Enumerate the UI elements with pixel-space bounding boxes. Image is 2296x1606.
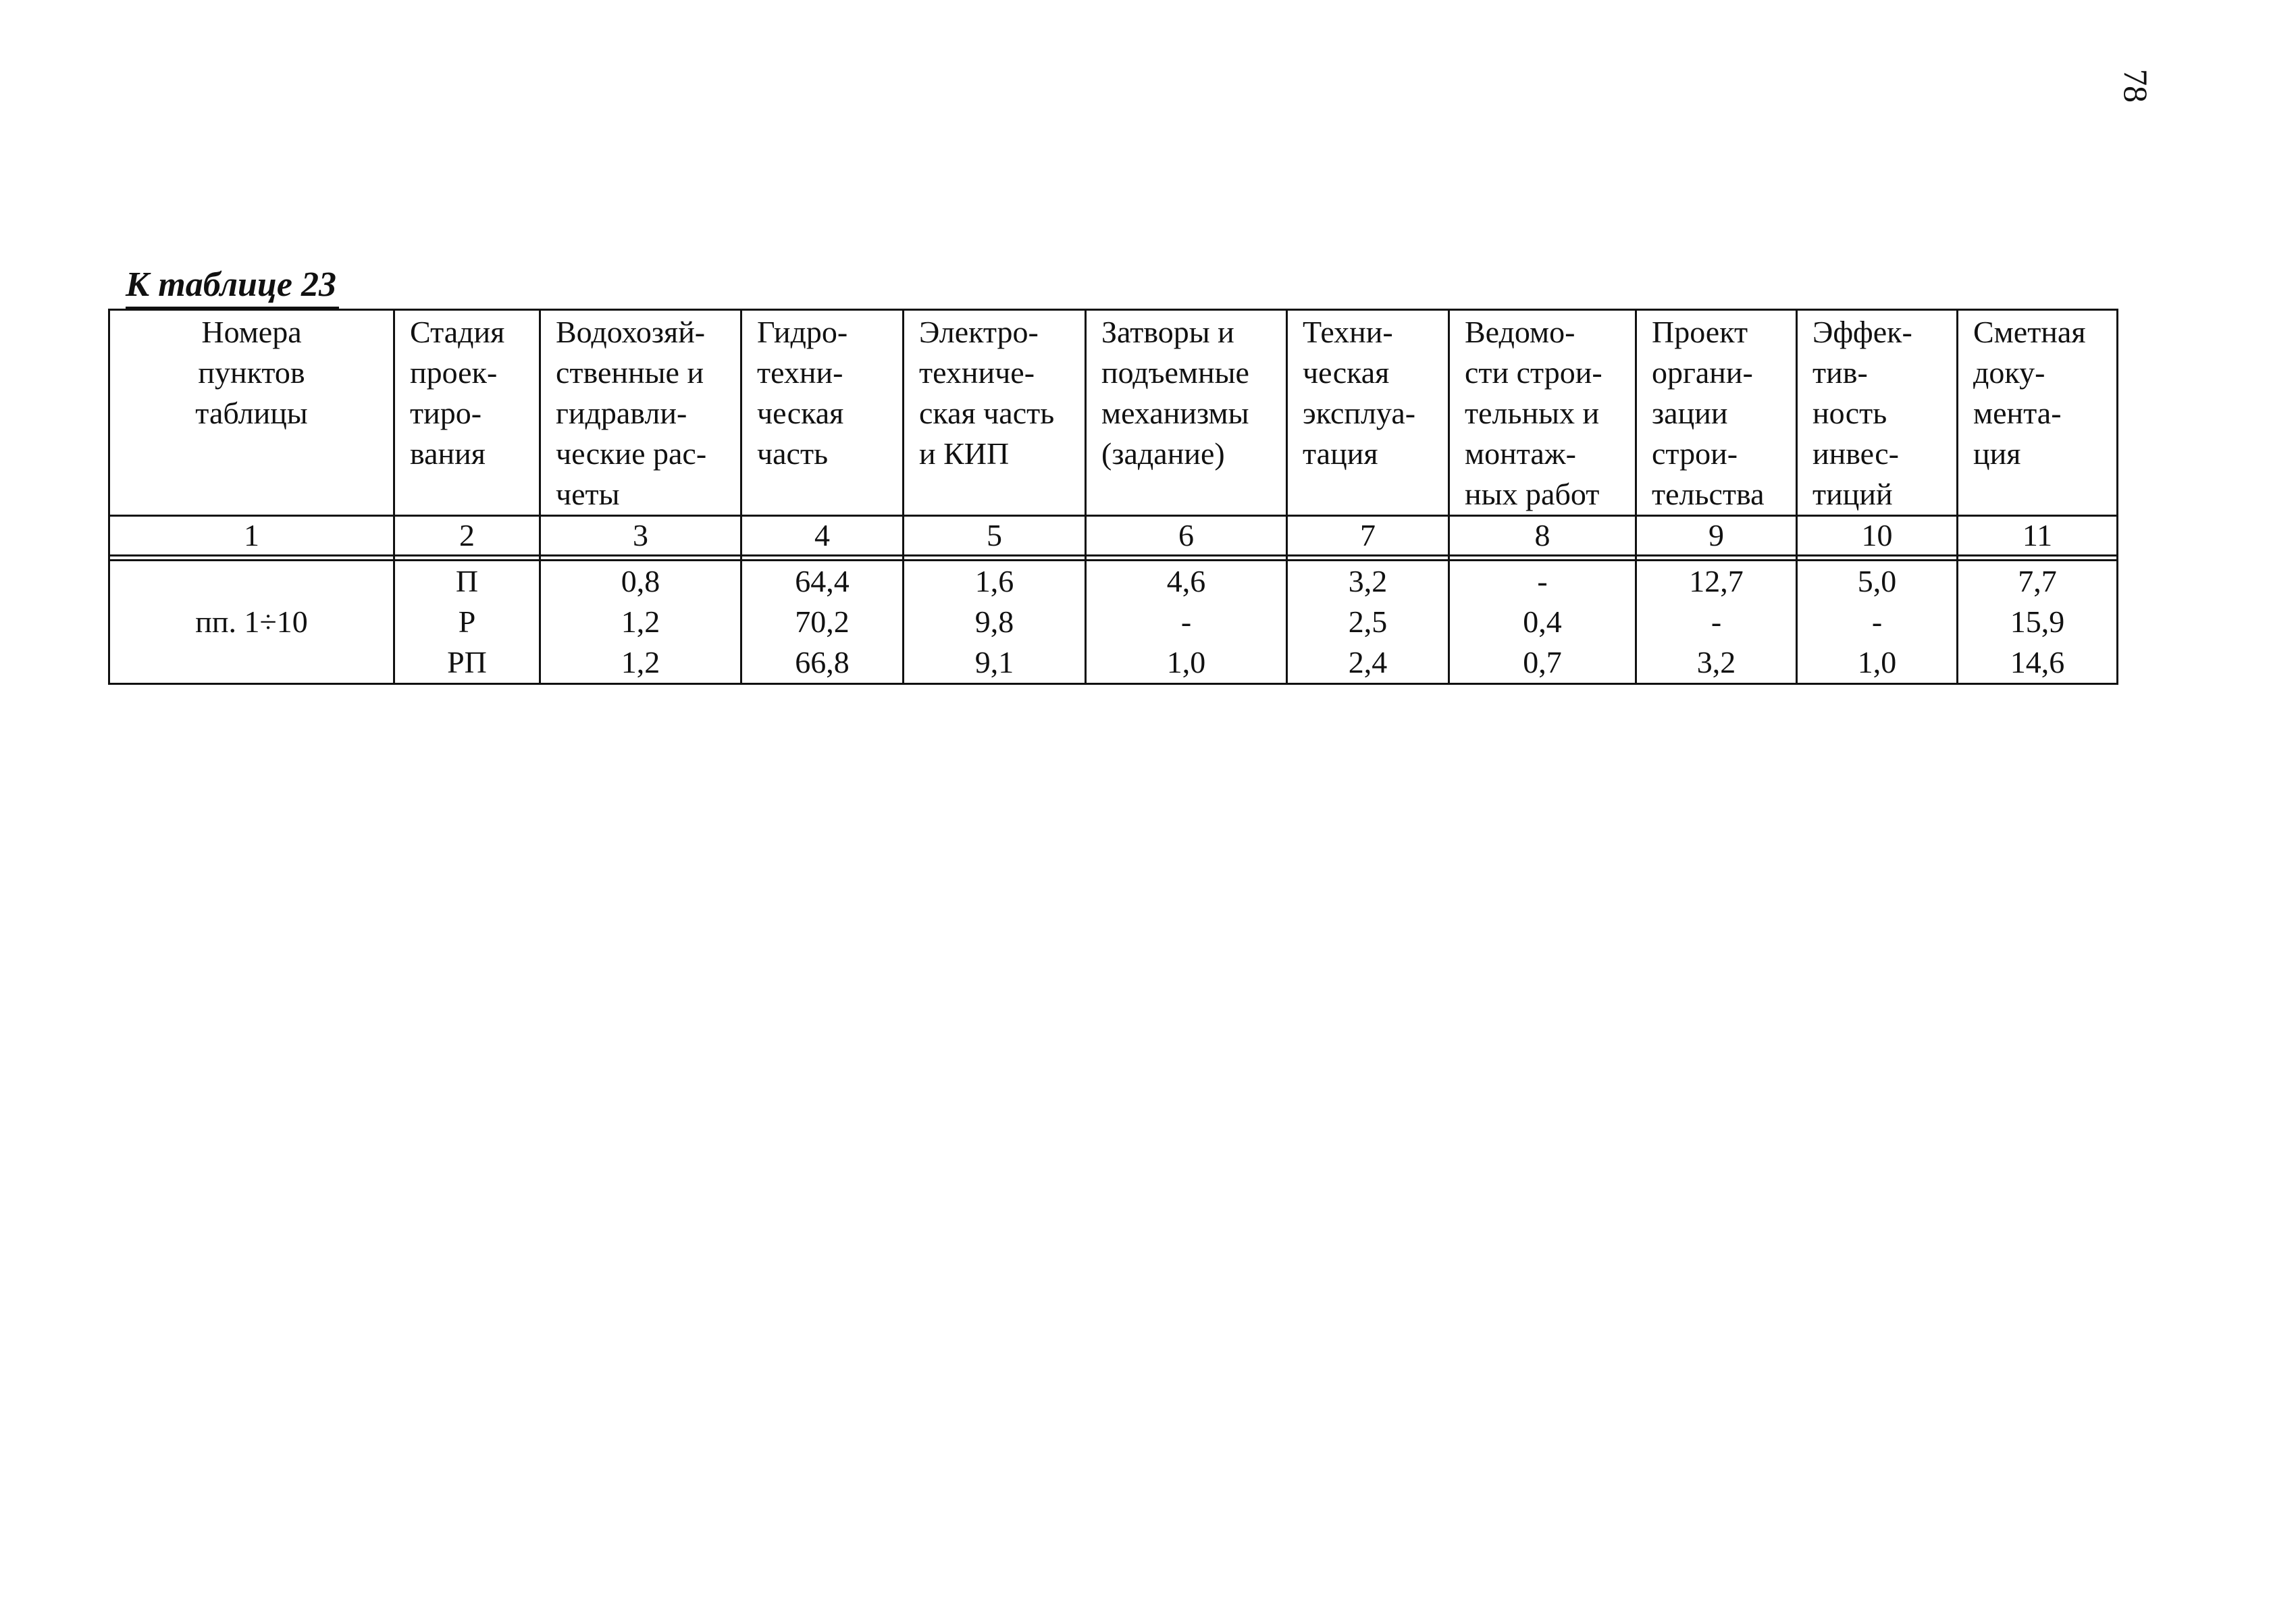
header-line: проек-: [410, 355, 498, 390]
header-cell-2: [394, 310, 540, 516]
header-line: монтаж-: [1465, 436, 1576, 471]
header-cell-6: [1086, 310, 1287, 516]
column-number: 5: [904, 516, 1086, 556]
value-column: [741, 561, 904, 684]
column-number: 1: [109, 516, 394, 556]
header-line: пунктов: [198, 355, 305, 390]
table-cell: 1,0: [1857, 645, 1897, 679]
header-line: Водохозяй-: [556, 315, 706, 349]
column-number: 2: [394, 516, 540, 556]
header-line: ская часть: [919, 396, 1055, 430]
header-line: (задание): [1101, 436, 1225, 471]
value-column: [1287, 561, 1449, 684]
table-cell: 2,5: [1348, 604, 1388, 639]
header-cell-5: [904, 310, 1086, 516]
header-line: таблицы: [195, 396, 308, 430]
table-cell: 1,2: [621, 645, 660, 679]
header-line: Техни-: [1303, 315, 1393, 349]
header-line: четы: [556, 477, 620, 511]
table-cell: 3,2: [1696, 645, 1736, 679]
table-cell: 9,8: [974, 604, 1014, 639]
header-line: Стадия: [410, 315, 505, 349]
data-table: [108, 309, 2118, 685]
header-cell-3: [540, 310, 741, 516]
table-cell: 4,6: [1166, 564, 1206, 598]
header-line: ческая: [1303, 355, 1390, 390]
table-cell: РП: [447, 645, 487, 679]
table-cell: 9,1: [974, 645, 1014, 679]
column-number-row: [109, 516, 2118, 556]
stage-column: [394, 561, 540, 684]
header-line: Электро-: [919, 315, 1039, 349]
value-column: [1086, 561, 1287, 684]
header-line: механизмы: [1101, 396, 1249, 430]
header-line: ческие рас-: [556, 436, 707, 471]
value-column: [1636, 561, 1797, 684]
header-cell-4: [741, 310, 904, 516]
column-number: 4: [741, 516, 904, 556]
column-number: 7: [1287, 516, 1449, 556]
header-line: мента-: [1973, 396, 2062, 430]
header-line: ственные и: [556, 355, 704, 390]
column-number: 6: [1086, 516, 1287, 556]
value-column: [1958, 561, 2118, 684]
table-cell: -: [1871, 604, 1883, 639]
table-caption: К таблице 23: [126, 265, 336, 304]
header-line: подъемные: [1101, 355, 1249, 390]
header-line: Гидро-: [757, 315, 848, 349]
value-column: [904, 561, 1086, 684]
page-number: 78: [2117, 69, 2155, 103]
table-cell: 3,2: [1348, 564, 1388, 598]
header-line: тиро-: [410, 396, 482, 430]
value-column: [1797, 561, 1958, 684]
table-cell: 0,8: [621, 564, 660, 598]
header-line: органи-: [1652, 355, 1753, 390]
header-line: ных работ: [1465, 477, 1600, 511]
table-cell: 1,6: [974, 564, 1014, 598]
header-line: техниче-: [919, 355, 1035, 390]
column-number: 9: [1636, 516, 1797, 556]
column-number: 10: [1797, 516, 1958, 556]
header-line: тив-: [1812, 355, 1868, 390]
value-column: [1449, 561, 1636, 684]
table-cell: 70,2: [795, 604, 850, 639]
header-line: Проект: [1652, 315, 1748, 349]
header-line: ческая: [757, 396, 844, 430]
header-line: эксплуа-: [1303, 396, 1416, 430]
table-cell: 5,0: [1857, 564, 1897, 598]
header-line: гидравли-: [556, 396, 687, 430]
table-cell: 64,4: [795, 564, 850, 598]
header-line: Эффек-: [1812, 315, 1912, 349]
header-line: тельства: [1652, 477, 1765, 511]
header-line: Сметная: [1973, 315, 2086, 349]
header-row: [109, 310, 2118, 516]
header-line: тация: [1303, 436, 1378, 471]
table-cell: 1,0: [1166, 645, 1206, 679]
group-label: пп. 1÷10: [109, 561, 394, 684]
table-cell: 15,9: [2010, 604, 2065, 639]
table-cell: П: [455, 564, 479, 598]
header-cell-11: [1958, 310, 2118, 516]
header-line: тиций: [1812, 477, 1893, 511]
table-cell: 7,7: [2018, 564, 2057, 598]
header-line: инвес-: [1812, 436, 1899, 471]
column-number: 8: [1449, 516, 1636, 556]
header-line: ция: [1973, 436, 2021, 471]
table-cell: -: [1180, 604, 1192, 639]
header-line: зации: [1652, 396, 1728, 430]
header-line: техни-: [757, 355, 843, 390]
header-cell-10: [1797, 310, 1958, 516]
header-line: часть: [757, 436, 829, 471]
header-line: ность: [1812, 396, 1887, 430]
table-cell: Р: [458, 604, 476, 639]
header-line: доку-: [1973, 355, 2045, 390]
header-line: Ведомо-: [1465, 315, 1575, 349]
table-row: [109, 561, 2118, 684]
column-number: 11: [1958, 516, 2118, 556]
table-cell: 14,6: [2010, 645, 2065, 679]
table-cell: -: [1711, 604, 1722, 639]
table-cell: 0,4: [1523, 604, 1562, 639]
table-cell: 66,8: [795, 645, 850, 679]
header-cell-1: [109, 310, 394, 516]
header-line: Номера: [201, 315, 302, 349]
header-line: вания: [410, 436, 486, 471]
table-cell: 2,4: [1348, 645, 1388, 679]
header-line: Затворы и: [1101, 315, 1234, 349]
header-cell-9: [1636, 310, 1797, 516]
header-cell-7: [1287, 310, 1449, 516]
header-line: строи-: [1652, 436, 1738, 471]
column-number: 3: [540, 516, 741, 556]
table-cell: 1,2: [621, 604, 660, 639]
header-cell-8: [1449, 310, 1636, 516]
table-cell: 12,7: [1689, 564, 1744, 598]
table-cell: -: [1537, 564, 1548, 598]
header-line: тельных и: [1465, 396, 1600, 430]
header-line: и КИП: [919, 436, 1010, 471]
table-spacer-row: [109, 556, 2118, 561]
header-line: сти строи-: [1465, 355, 1602, 390]
value-column: [540, 561, 741, 684]
table-cell: 0,7: [1523, 645, 1562, 679]
